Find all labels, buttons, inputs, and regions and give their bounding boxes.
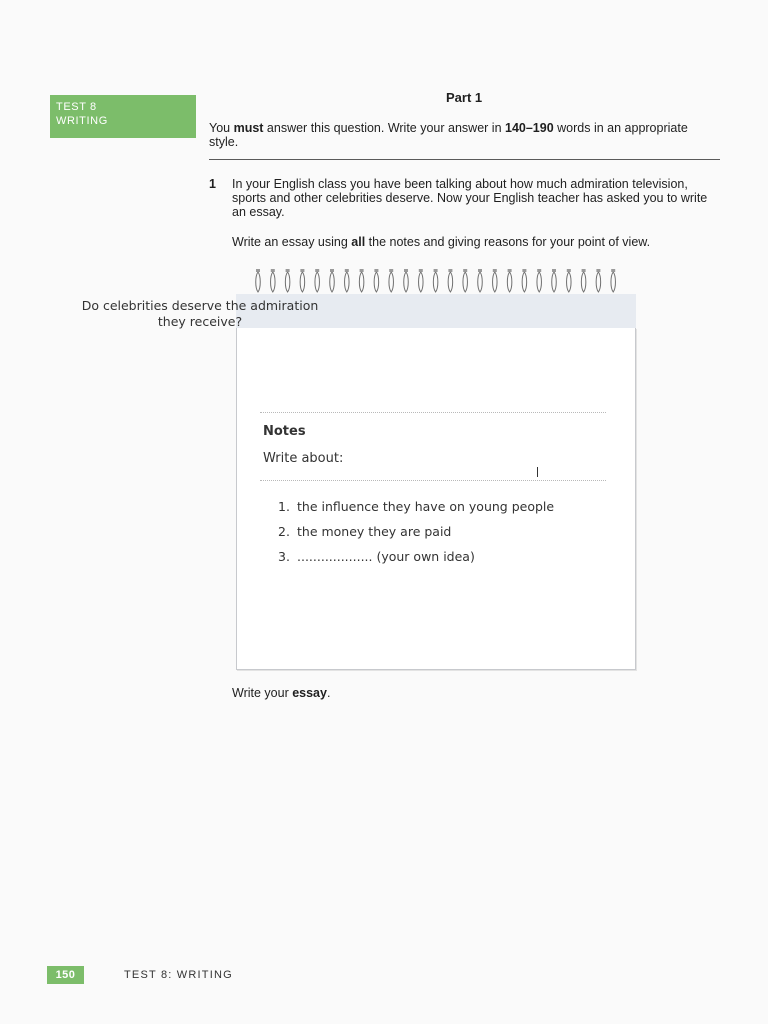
list-item: [278, 499, 554, 524]
spiral-loop: [374, 269, 379, 292]
intro-middle: answer this question. Write your answer in: [263, 121, 505, 135]
intro-must: must: [233, 121, 264, 135]
divider: [209, 159, 720, 160]
intro-prefix: You: [209, 121, 234, 135]
intro-suffix: words in an appropriate style.: [209, 121, 688, 149]
question-instruction: [232, 235, 712, 249]
dotted-divider: [260, 412, 606, 413]
part-title: Part 1: [446, 90, 483, 105]
section-tab-test: TEST 8: [56, 101, 97, 113]
closing-instruction: [232, 686, 330, 700]
list-item-number: 1.: [278, 499, 290, 514]
question-text: In your English class you have been talking about how much admiration television, sports and other celebrities deserve. Now your English teacher has asked you to write an essay.: [232, 177, 708, 219]
spiral-loop: [330, 269, 335, 292]
instruction-prefix: Write an essay using: [232, 235, 352, 249]
text-cursor-mark: [537, 467, 538, 477]
spiral-loop: [596, 269, 601, 292]
spiral-loop: [448, 269, 453, 292]
list-item-text: the influence they have on young people: [297, 499, 555, 514]
page-number: 150: [47, 966, 84, 984]
spiral-loop: [581, 269, 586, 292]
spiral-loop: [419, 269, 424, 292]
spiral-loop: [389, 269, 394, 292]
closing-prefix: Write your: [232, 686, 293, 700]
spiral-loop: [493, 269, 498, 292]
task-instructions: [209, 121, 719, 149]
spiral-loop: [433, 269, 438, 292]
spiral-loop: [256, 269, 261, 292]
list-item-number: 3.: [278, 549, 290, 564]
spiral-loop: [285, 269, 290, 292]
spiral-loop: [404, 269, 409, 292]
spiral-loop: [537, 269, 542, 292]
spiral-loop: [507, 269, 512, 292]
essay-title-line2: they receive?: [157, 314, 243, 329]
list-item: [278, 524, 554, 549]
list-item-number: 2.: [278, 524, 290, 539]
footer-section-label: TEST 8: WRITING: [124, 969, 233, 981]
notes-heading: Notes: [263, 424, 306, 439]
closing-bold: essay: [292, 686, 327, 700]
section-tab-writing: WRITING: [56, 115, 108, 127]
spiral-loop: [271, 269, 276, 292]
write-about-label: Write about:: [263, 451, 344, 466]
spiral-loop: [359, 269, 364, 292]
question-number: 1: [209, 177, 216, 191]
essay-title: [40, 298, 360, 330]
spiral-loop: [611, 269, 616, 292]
list-item: [278, 549, 554, 574]
spiral-loop: [478, 269, 483, 292]
list-item-text: the money they are paid: [297, 524, 452, 539]
spiral-loop: [522, 269, 527, 292]
instruction-suffix: the notes and giving reasons for your point of view.: [365, 235, 651, 249]
instruction-bold: all: [351, 235, 366, 249]
dotted-divider: [260, 480, 606, 481]
spiral-loop: [463, 269, 468, 292]
essay-title-line1: Do celebrities deserve the admiration: [81, 298, 319, 313]
spiral-loop: [300, 269, 305, 292]
spiral-loop: [552, 269, 557, 292]
spiral-loop: [345, 269, 350, 292]
section-tab: [50, 95, 196, 138]
spiral-loop: [315, 269, 320, 292]
spiral-binding: [254, 268, 616, 296]
notes-list: [278, 499, 554, 574]
closing-suffix: .: [326, 686, 331, 700]
spiral-loop: [567, 269, 572, 292]
list-item-text: ................... (your own idea): [297, 549, 475, 564]
intro-word-range: 140–190: [505, 121, 554, 135]
